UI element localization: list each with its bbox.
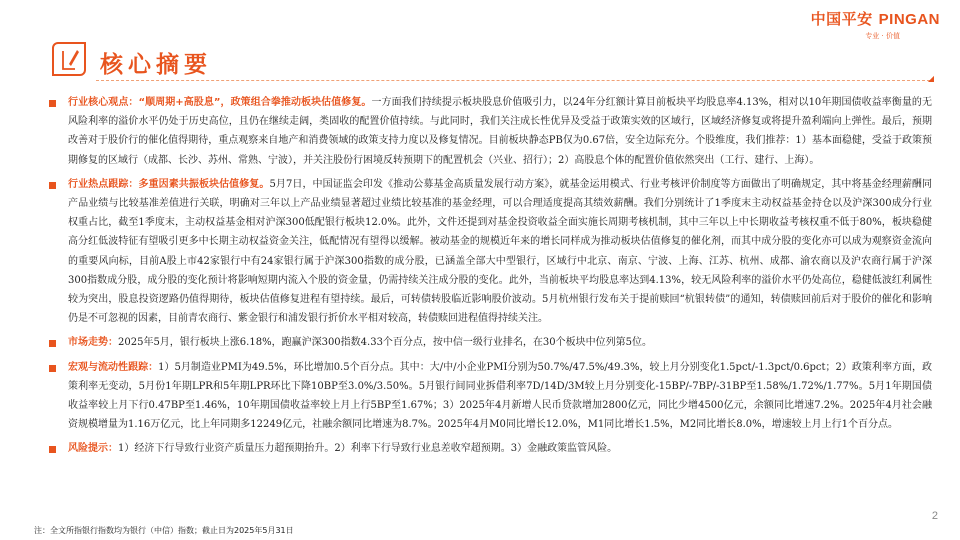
section-macro-liquidity [48,358,932,435]
pencil-note-icon [52,42,86,76]
section-lead: 宏观与流动性跟踪： [68,361,159,373]
section-industry-view [48,93,932,170]
bullet-icon [49,446,56,453]
section-lead: 市场走势： [68,337,118,349]
section-lead: 风险提示： [68,443,118,455]
section-lead: 行业核心观点：“顺周期+高股息”，政策组合拳推动板块估值修复。 [68,97,372,108]
bullet-icon [49,340,56,347]
bullet-icon [49,365,56,372]
section-body: 1）经济下行导致行业资产质量压力超预期抬升。2）利率下行导致行业息差收窄超预期。3）金融政策监管风险。 [118,443,618,455]
logo-english: PINGAN [878,11,940,28]
section-lead: 行业热点跟踪：多重因素共振板块估值修复。 [68,178,270,190]
logo-tagline: 专业 · 价值 [865,32,900,40]
bullet-icon [49,100,56,107]
section-market-trend [48,333,932,352]
title-divider [96,80,930,81]
section-risk-warning [48,439,932,458]
divider-end-icon: ◢ [927,74,934,83]
section-body: 5月7日，中国证监会印发《推动公募基金高质量发展行动方案》，就基金运用模式、行业考核评价制度等方面做出了明确规定，其中将基金经理薪酬同产品业绩与比较基准差值进行关联，明确对三年以上产品业绩显著超过业绩比较基准的基金经理，可以合理适度提高其绩效薪酬。我们分别统计了1季度末主动权益基金持仓以及沪深300成分行业权重占比，截至1季度末，主动权益基金相对沪深300低配银行板块12.0%。此外，文件还提到对基金投资收益全面实施长周期考核机制，其中三年以上中长期收益考核权重不低于80%，板块稳健高分红低波特征有望吸引更多中长期主动权益资金关注，低配情况有望得以缓解。被动基金的规模近年来的增长同样成为推动板块估值修复的催化剂，而其中成分股的变化亦可以成为观察资金流向的重要风向标，目前A股上市42家银行中有24家银行属于沪深300指数的成分股，已涵盖全部大中型银行，区域行中北京、南京、宁波、上海、江苏、杭州、成都、渝农商以及沪农商行属于沪深300指数成分股，成分股的变化预计将影响短期内流入个股的资金量，仍需持续关注成分股的变化。此外，当前板块平均股息率达到4.13%，较无风险利率的溢价水平仍处高位，稳健低波红利属性较为突出，股息投资逻路仍值得期待，板块估值修复进程有望持续。最后，可转债转股临近影响股价波动。5月杭州银行发布关于提前赎回“杭银转债”的通知，转债赎回前后对于股价的催化和影响仍是不可忽视的因素，目前青农商行、紫金银行和浦发银行折价水平相对较高，转债赎回进程值得持续关注。 [68,178,933,325]
section-hot-topics [48,175,932,329]
page-title: 核心摘要 [100,52,212,78]
section-body: 1）5月制造业PMI为49.5%，环比增加0.5个百分点。其中：大/中/小企业PMI分别为50.7%/47.5%/49.3%，较上月分别变化1.5pct/-1.3pct/0.6pct；2）政策利率方面，政策利率无变动，5月份1年期LPR和5年期LPR环比下降10BP至3.0%/3.50%。5月银行间同业拆借利率7D/14D/3M较上月分别变化-15BP/-7BP/-31BP至1.58%/1.72%/1.77%。5月1年期国债收益率较上月下行0.47BP至1.46%，10年期国债收益率较上月上行5BP至1.67%；3）2025年4月新增人民币贷款增加2800亿元，同比少增4500亿元，余额同比增速7.2%。2025年4月社会融资规模增量为1.16万亿元，比上年同期多12249亿元，社融余额同比增速为8.7%。2025年4月M0同比增长12.0%，M1同比增长1.5%，M2同比增长8.0%，增速较上月上行1个百分点。 [68,361,932,431]
bullet-icon [49,182,56,189]
page-number: 2 [931,510,938,522]
section-body: 2025年5月，银行板块上涨6.18%，跑赢沪深300指数4.33个百分点，按中信一级行业排名，在30个板块中位列第5位。 [118,337,653,349]
company-logo [811,8,940,41]
summary-content [48,93,932,464]
logo-chinese: 中国平安 [810,10,873,28]
footnote: 注：全文所指银行指数均为银行（中信）指数；截止日为2025年5月31日 [34,526,294,535]
section-body: 一方面我们持续提示板块股息价值吸引力，以24年分红额计算目前板块平均股息率4.13%，相对以10年期国债收益率衡量的无风险利率的溢价水平仍处于历史高位，且仍在继续走阔，类固收的配置价值持续。与此同时，我们关注成长性优异及受益于政策实效的区域行，区域经济修复或将提升盈利端向上弹性。最后，预期改善对于股价行的催化值得期待，重点观察来自地产和消费领域的政策支持力度以及修复情况。目前板块静态PB仅为0.67倍，安全边际充分。个股维度，我们推荐：1）基本面稳健，受益于政策预期修复的区域行（成都、长沙、苏州、常熟、宁波），并关注股份行困境反转预期下的配置机会（兴业、招行）；2）高股息个体的配置价值依然突出（工行、建行、上海）。 [68,97,932,166]
